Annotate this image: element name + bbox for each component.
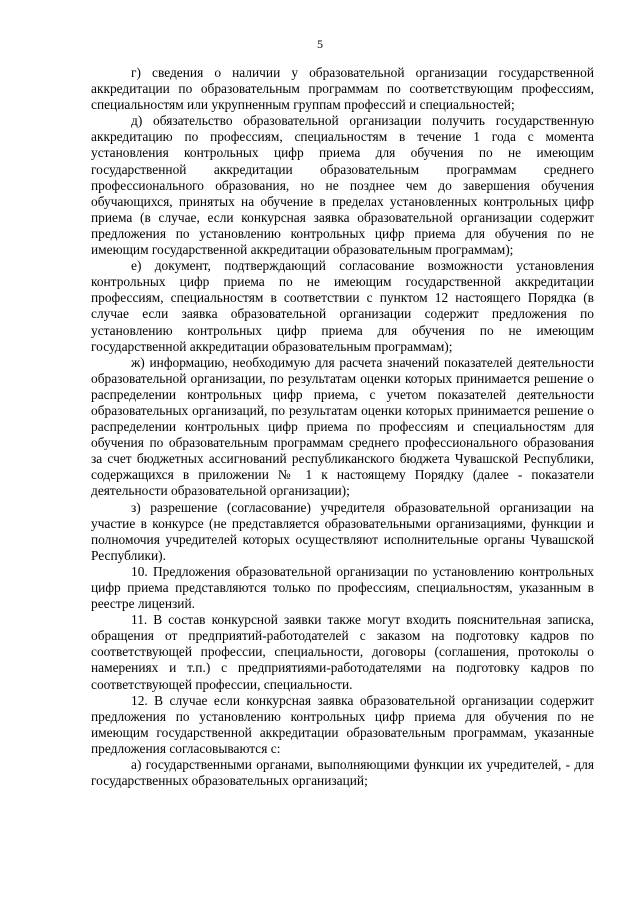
paragraph-12-approval-case: 12. В случае если конкурсная заявка образовательной организации содержит предложения по установлению контрольных цифр приема для обучения по не имеющим государственной аккредитации образовательным программам, указанные предложения согласовываются с:: [91, 692, 594, 756]
paragraph-11-application-contents: 11. В состав конкурсной заявки также могут входить пояснительная записка, обращения от предприятий-работодателей с заказом на подготовку кадров по соответствующей профессии, специальности, договоры (соглашения, протоколы о намерениях и т.п.) с предприятиями-работодателями на подготовку кадров по соответствующей профессии, специальности.: [91, 612, 594, 692]
paragraph-zh-performance-info: ж) информацию, необходимую для расчета значений показателей деятельности образовательной организации, по результатам оценки которых принимается решение о распределении контрольных цифр приема, с учетом показателей деятельности образовательных организаций, по результатам оценки которых принимается решение о распределении контрольных цифр приема по профессиям и специальностям для обучения по образовательным программам среднего профессионального образования за счет бюджетных ассигнований республиканского бюджета Чувашской Республики, содержащихся в приложении № 1 к настоящему Порядку (далее - показатели деятельности образовательной организации);: [91, 354, 594, 499]
paragraph-e-approval-document: е) документ, подтверждающий согласование возможности установления контрольных цифр приема по не имеющим государственной аккредитации профессиям, специальностям в соответствии с пунктом 12 настоящего Порядка (в случае если заявка образовательной организации содержит предложения по установлению контрольных цифр приема для обучения по не имеющим государственной аккредитации образовательным программам);: [91, 258, 594, 354]
paragraph-d-accreditation-obligation: д) обязательство образовательной организации получить государственную аккредитацию по профессиям, специальностям в течение 1 года с момента установления контрольных цифр приема для обучения по не имеющим государственной аккредитации образовательным программам среднего профессионального образования, но не позднее чем до завершения обучения обучающихся, принятых на обучение в пределах установленных контрольных цифр приема (в случае, если конкурсная заявка образовательной организации содержит предложения по установлению контрольных цифр приема для обучения по не имеющим государственной аккредитации образовательным программам);: [91, 113, 594, 258]
document-body: [91, 65, 594, 789]
paragraph-a-state-bodies: а) государственными органами, выполняющими функции их учредителей, - для государственных образовательных организаций;: [91, 757, 594, 789]
paragraph-g-accreditation-info: г) сведения о наличии у образовательной организации государственной аккредитации по образовательным программам по соответствующим профессиям, специальностям или укрупненным группам профессий и специальностей;: [91, 65, 594, 113]
paragraph-z-founder-permission: з) разрешение (согласование) учредителя образовательной организации на участие в конкурсе (не представляется образовательными организациями, функции и полномочия учредителей которых осуществляют исполнительные органы Чувашской Республики).: [91, 499, 594, 563]
paragraph-10-proposals: 10. Предложения образовательной организации по установлению контрольных цифр приема представляются только по профессиям, специальностям, указанным в реестре лицензий.: [91, 563, 594, 612]
page-number: 5: [317, 37, 323, 51]
